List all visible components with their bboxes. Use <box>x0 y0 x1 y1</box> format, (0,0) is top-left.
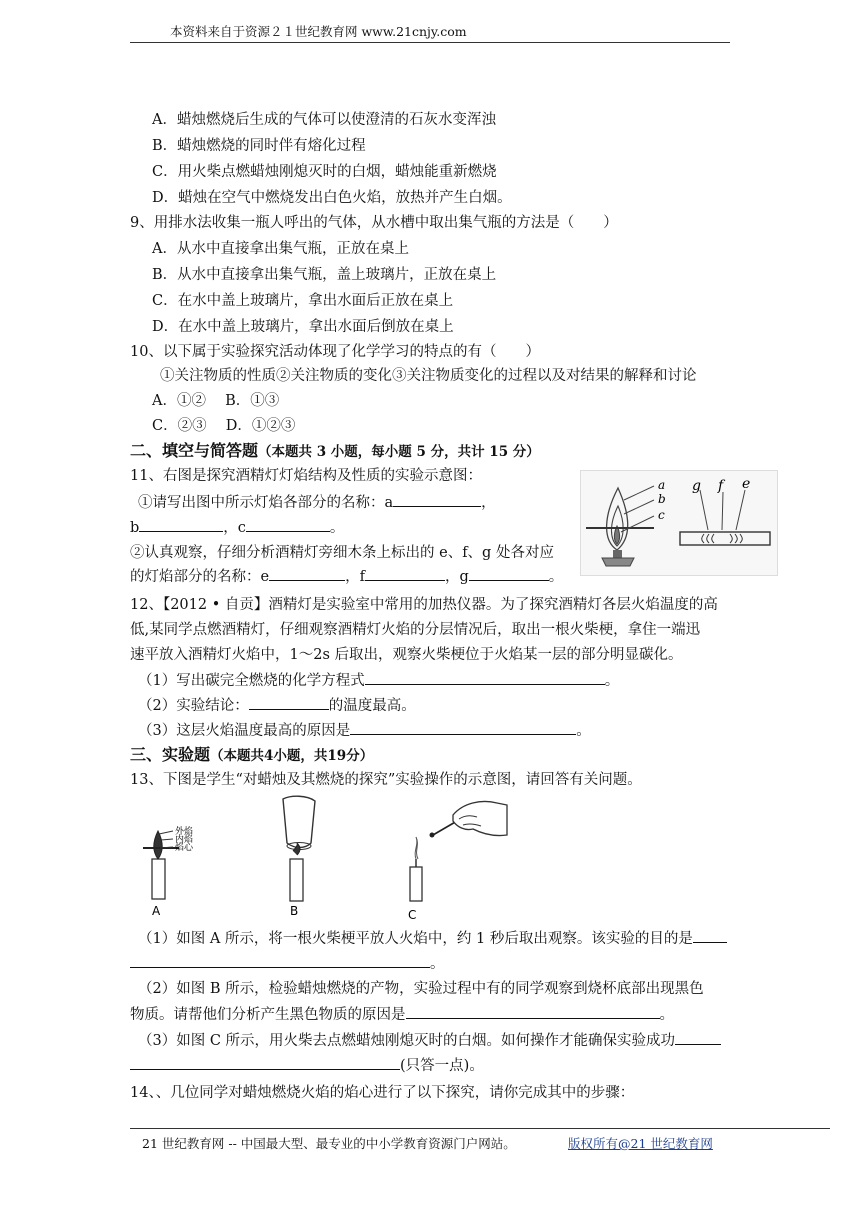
q8-option-a: A．蜡烛燃烧后生成的气体可以使澄清的石灰水变浑浊 <box>152 112 496 128</box>
page-header <box>130 22 730 43</box>
q12-sub1-text: （1）写出碳完全燃烧的化学方程式 <box>138 673 365 689</box>
q9-stem: 9、用排水法收集一瓶人呼出的气体，从水槽中取出集气瓶的方法是（ ） <box>130 215 618 231</box>
q13-part3-cont <box>130 1055 484 1076</box>
q13-part1-text: （1）如图 A 所示，将一根火柴梗平放人火焰中，约 1 秒后取出观察。该实验的目的是 <box>138 931 693 947</box>
label-f: f <box>718 478 724 494</box>
q12-line3: 速平放入酒精灯火焰中，1～2s 后取出，观察火柴梗位于火焰某一层的部分明显碳化。 <box>130 647 683 663</box>
alcohol-lamp-figure <box>580 470 778 576</box>
footer-copyright-link[interactable]: 版权所有@21 世纪教育网 <box>568 1136 713 1151</box>
label-b: b <box>658 492 666 506</box>
q12-sub2-end: 的温度最高。 <box>328 698 416 714</box>
q11-line3: ②认真观察，仔细分析酒精灯旁细木条上标出的 e、f、g 处各对应 <box>130 545 554 561</box>
q13-part1-cont <box>130 953 445 974</box>
q13-stem: 13、下图是学生“对蜡烛及其燃烧的探究”实验操作的示意图，请回答有关问题。 <box>130 772 642 788</box>
q11-label-g: ，g <box>444 569 469 585</box>
q11-line4 <box>130 566 563 587</box>
q8-option-b: B．蜡烛燃烧的同时伴有熔化过程 <box>152 138 366 154</box>
q11-label-a: ①请写出图中所示灯焰各部分的名称：a <box>138 495 394 511</box>
blank-a[interactable] <box>393 492 481 507</box>
q13-part3-text: （3）如图 C 所示，用火柴去点燃蜡烛刚熄灭时的白烟。如何操作才能确保实验成功 <box>138 1033 676 1049</box>
q11-label-e: 的灯焰部分的名称：e <box>130 569 270 585</box>
q9-option-d: D．在水中盖上玻璃片，拿出水面后倒放在桌上 <box>152 319 454 335</box>
blank-operation[interactable] <box>130 1055 400 1070</box>
label-C: C <box>408 908 417 922</box>
q8-option-c: C．用火柴点燃蜡烛刚熄灭时的白烟，蜡烛能重新燃烧 <box>152 164 497 180</box>
label-A: A <box>152 904 161 918</box>
label-g: g <box>692 478 701 494</box>
candle-diagram <box>135 793 515 923</box>
blank-conclusion[interactable] <box>249 695 329 710</box>
q8-option-d: D．蜡烛在空气中燃烧发出白色火焰，放热并产生白烟。 <box>152 190 512 206</box>
q12-line1: 12、【2012 • 自贡】酒精灯是实验室中常用的加热仪器。为了探究酒精灯各层火焰温度的高 <box>130 597 718 613</box>
q10-stem: 10、以下属于实验探究活动体现了化学学习的特点的有（ ） <box>130 344 540 360</box>
q12-sub2 <box>138 695 416 716</box>
blank-purpose-start[interactable] <box>693 928 727 943</box>
q13-part2: （2）如图 B 所示，检验蜡烛燃烧的产物，实验过程中有的同学观察到烧杯底部出现黑色 <box>138 981 704 997</box>
section3-note: （本题共4小题，共19分） <box>210 748 374 764</box>
blank-black-substance[interactable] <box>406 1004 660 1019</box>
footer-left-text: 21 世纪教育网 -- 中国最大型、最专业的中小学教育资源门户网站。 <box>142 1136 516 1151</box>
q11-stem: 11、右图是探究酒精灯灯焰结构及性质的实验示意图： <box>130 468 482 484</box>
section2-title: 二、填空与简答题 <box>130 441 259 460</box>
blank-b[interactable] <box>139 517 223 532</box>
q11-label-b: b <box>130 520 140 536</box>
section2-heading <box>130 441 540 462</box>
q12-sub3-text: （3）这层火焰温度最高的原因是 <box>138 723 351 739</box>
q9-option-c: C．在水中盖上玻璃片，拿出水面后正放在桌上 <box>152 293 454 309</box>
label-inner-flame: 内焰 <box>175 835 194 845</box>
q9-option-b: B．从水中直接拿出集气瓶，盖上玻璃片，正放在桌上 <box>152 267 497 283</box>
page-footer <box>130 1128 830 1151</box>
q9-option-a: A．从水中直接拿出集气瓶，正放在桌上 <box>152 241 409 257</box>
label-c: c <box>658 508 665 522</box>
q12-sub1-end: 。 <box>604 673 620 689</box>
blank-e[interactable] <box>269 566 345 581</box>
section3-title: 三、实验题 <box>130 745 211 764</box>
q12-sub3-end: 。 <box>576 723 591 739</box>
blank-c[interactable] <box>246 517 330 532</box>
q11-comma: ， <box>481 495 496 511</box>
q14-stem: 14、、几位同学对蜡烛燃烧火焰的焰心进行了以下探究，请你完成其中的步骤： <box>130 1085 635 1101</box>
blank-purpose[interactable] <box>130 953 430 968</box>
blank-f[interactable] <box>365 566 445 581</box>
q13-part1-end: 。 <box>430 956 445 972</box>
q11-line2 <box>130 517 344 538</box>
q12-line2: 低,某同学点燃酒精灯，仔细观察酒精灯火焰的分层情况后，取出一根火柴梗，拿住一端迅 <box>130 622 701 638</box>
q11-label-f: ，f <box>345 569 365 585</box>
blank-equation[interactable] <box>365 670 605 685</box>
q13-part3-end: (只答一点)。 <box>400 1058 484 1074</box>
q13-part3 <box>138 1030 721 1051</box>
q10-subitems: ①关注物质的性质②关注物质的变化③关注物质变化的过程以及对结果的解释和讨论 <box>160 368 697 384</box>
q13-part2-cont <box>130 1004 674 1025</box>
section3-heading <box>130 745 373 766</box>
q10-options-row2: C．②③ D．①②③ <box>152 418 296 434</box>
q10-options-row1: A．①② B．①③ <box>152 393 280 409</box>
q13-part2b-text: 物质。请帮他们分析产生黑色物质的原因是 <box>130 1007 406 1023</box>
section2-note: （本题共 3 小题，每小题 5 分，共计 15 分） <box>258 444 540 460</box>
header-text: 本资料来自于资源２１世纪教育网 www.21cnjy.com <box>170 24 467 39</box>
blank-operation-start[interactable] <box>675 1030 721 1045</box>
label-B: B <box>290 904 299 918</box>
label-a: a <box>658 478 666 492</box>
q11-label-c: ，c <box>223 520 246 536</box>
label-outer-flame: 外焰 <box>175 827 194 837</box>
q11-end: 。 <box>548 569 564 585</box>
q12-sub1 <box>138 670 619 691</box>
blank-g[interactable] <box>469 566 549 581</box>
label-e: e <box>742 476 751 492</box>
q13-part2b-end: 。 <box>659 1007 674 1023</box>
q11-line1 <box>138 492 496 513</box>
alcohol-lamp-diagram <box>580 470 778 576</box>
blank-reason[interactable] <box>350 720 576 735</box>
q13-part1 <box>138 928 727 949</box>
q12-sub2-text: （2）实验结论： <box>138 698 249 714</box>
label-flame-core: 焰心 <box>175 843 194 853</box>
q11-period: 。 <box>329 520 345 536</box>
q12-sub3 <box>138 720 591 741</box>
candle-experiment-figure <box>135 793 515 923</box>
